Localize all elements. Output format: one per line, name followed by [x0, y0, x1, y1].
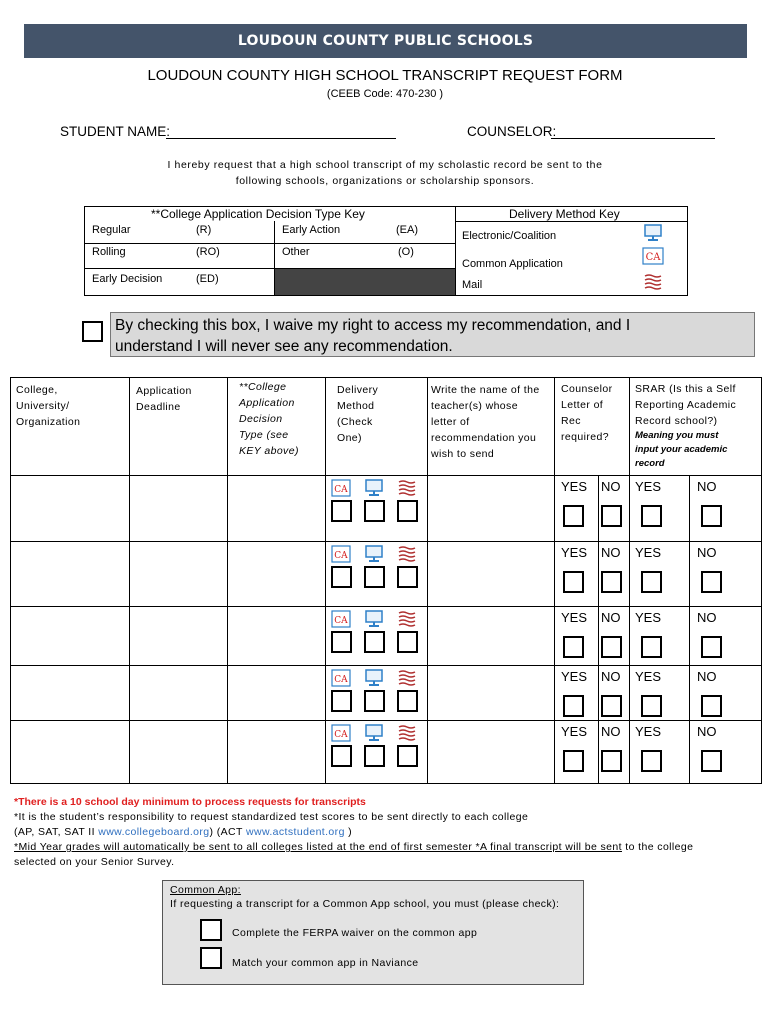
- srar-no-label: NO: [697, 669, 717, 684]
- request-line-1: I hereby request that a high school transcript of my scholastic record be sent to the: [167, 159, 603, 171]
- srar-yes-label: YES: [635, 479, 662, 494]
- decision-key-title: **College Application Decision Type Key: [151, 207, 365, 221]
- srar-yes-label: YES: [635, 610, 662, 625]
- naviance-checkbox[interactable]: [200, 947, 222, 969]
- school-banner: LOUDOUN COUNTY PUBLIC SCHOOLS: [24, 24, 747, 58]
- ca-label: CA: [334, 551, 348, 561]
- srar-yes-checkbox[interactable]: [641, 505, 662, 527]
- mid-year-note: *Mid Year grades will automatically be sent to all colleges listed at the end of first semester *A final transcript will be sent to the college: [14, 841, 694, 853]
- common-app-box: [162, 880, 584, 985]
- waiver-statement: [110, 312, 755, 357]
- delivery-mail-checkbox[interactable]: [397, 745, 418, 767]
- srar-yes-checkbox[interactable]: [641, 750, 662, 772]
- ceeb-code: (CEEB Code: 470-230 ): [326, 88, 444, 100]
- delivery-mail-checkbox[interactable]: [397, 500, 418, 522]
- col-srar-header: SRAR (Is this a Self Reporting Academic Record school?) Meaning you must input your academic record: [635, 383, 737, 469]
- delivery-common-app: Common Application: [462, 258, 563, 270]
- senior-survey-note: selected on your Senior Survey.: [14, 856, 175, 868]
- common-app-title: Common App:: [170, 884, 241, 896]
- notes-section: [14, 795, 759, 870]
- monitor-icon: [364, 724, 384, 742]
- mail-icon: [397, 545, 417, 563]
- counselor-yes-label: YES: [561, 724, 588, 739]
- delivery-mail-checkbox[interactable]: [397, 690, 418, 712]
- key-rolling: Rolling: [92, 246, 126, 258]
- waiver-checkbox[interactable]: [82, 321, 103, 342]
- counselor-yes-label: YES: [561, 610, 588, 625]
- delivery-ca-checkbox[interactable]: [331, 631, 352, 653]
- ca-label: CA: [334, 675, 348, 685]
- delivery-ca-checkbox[interactable]: [331, 690, 352, 712]
- ferpa-label: Complete the FERPA waiver on the common app: [232, 927, 478, 939]
- counselor-no-checkbox[interactable]: [601, 695, 622, 717]
- counselor-field[interactable]: [551, 124, 715, 139]
- processing-time-note: *There is a 10 school day minimum to process requests for transcripts: [14, 796, 366, 808]
- counselor-yes-checkbox[interactable]: [563, 571, 584, 593]
- mail-icon: [397, 724, 417, 742]
- srar-no-checkbox[interactable]: [701, 505, 722, 527]
- srar-yes-checkbox[interactable]: [641, 636, 662, 658]
- naviance-label: Match your common app in Naviance: [232, 957, 419, 969]
- ca-label: CA: [334, 485, 348, 495]
- waiver-line-2: understand I will never see any recommendation.: [115, 338, 453, 355]
- key-rolling-code: (RO): [196, 246, 220, 258]
- delivery-electronic-checkbox[interactable]: [364, 745, 385, 767]
- key-other-code: (O): [398, 246, 414, 258]
- delivery-electronic-checkbox[interactable]: [364, 566, 385, 588]
- srar-yes-checkbox[interactable]: [641, 695, 662, 717]
- student-name-field[interactable]: [166, 124, 396, 139]
- counselor-yes-label: YES: [561, 545, 588, 560]
- test-links-line: (AP, SAT, SAT II www.collegeboard.org) (ACT www.actstudent.org ): [14, 826, 353, 838]
- common-app-icon: [642, 247, 664, 265]
- srar-yes-label: YES: [635, 545, 662, 560]
- mail-icon: [397, 610, 417, 628]
- ca-label: CA: [645, 252, 661, 263]
- key-other: Other: [282, 246, 310, 258]
- counselor-no-checkbox[interactable]: [601, 505, 622, 527]
- srar-no-checkbox[interactable]: [701, 695, 722, 717]
- delivery-electronic: Electronic/Coalition: [462, 230, 557, 242]
- counselor-no-checkbox[interactable]: [601, 571, 622, 593]
- monitor-icon: [364, 610, 384, 628]
- waiver-line-1: By checking this box, I waive my right to access my recommendation, and I: [115, 317, 631, 334]
- common-app-icon: [331, 479, 351, 497]
- mail-icon: [397, 479, 417, 497]
- key-early-decision-code: (ED): [196, 273, 219, 285]
- counselor-yes-checkbox[interactable]: [563, 750, 584, 772]
- common-app-icon: [331, 724, 351, 742]
- key-early-action: Early Action: [282, 224, 341, 236]
- delivery-ca-checkbox[interactable]: [331, 745, 352, 767]
- ferpa-checkbox[interactable]: [200, 919, 222, 941]
- monitor-icon: [364, 479, 384, 497]
- counselor-no-label: NO: [601, 724, 621, 739]
- counselor-no-label: NO: [601, 479, 621, 494]
- key-early-decision: Early Decision: [92, 273, 163, 285]
- srar-no-checkbox[interactable]: [701, 636, 722, 658]
- delivery-electronic-checkbox[interactable]: [364, 500, 385, 522]
- monitor-icon: [364, 545, 384, 563]
- form-title: LOUDOUN COUNTY HIGH SCHOOL TRANSCRIPT REQUEST FORM: [147, 67, 623, 84]
- counselor-no-label: NO: [601, 545, 621, 560]
- ca-label: CA: [334, 616, 348, 626]
- srar-no-label: NO: [697, 724, 717, 739]
- monitor-icon: [364, 669, 384, 687]
- counselor-yes-checkbox[interactable]: [563, 505, 584, 527]
- delivery-mail-checkbox[interactable]: [397, 566, 418, 588]
- delivery-mail: Mail: [462, 279, 483, 291]
- request-statement: [120, 157, 650, 189]
- mail-icon: [643, 273, 663, 291]
- ca-label: CA: [334, 730, 348, 740]
- srar-no-checkbox[interactable]: [701, 571, 722, 593]
- counselor-yes-label: YES: [561, 669, 588, 684]
- shaded-cell: [275, 269, 455, 295]
- actstudent-link[interactable]: www.actstudent.org: [245, 826, 345, 838]
- col-teacher-header: Write the name of the teacher(s) whose letter of recommendation you wish to send: [431, 384, 540, 460]
- mail-icon: [397, 669, 417, 687]
- counselor-yes-checkbox[interactable]: [563, 695, 584, 717]
- delivery-electronic-checkbox[interactable]: [364, 690, 385, 712]
- counselor-no-checkbox[interactable]: [601, 750, 622, 772]
- counselor-yes-label: YES: [561, 479, 588, 494]
- delivery-mail-checkbox[interactable]: [397, 631, 418, 653]
- common-app-icon: [331, 610, 351, 628]
- delivery-key-title: Delivery Method Key: [509, 207, 620, 221]
- key-regular-code: (R): [196, 224, 212, 236]
- test-scores-note: *It is the student’s responsibility to request standardized test scores to be sent directly to each college: [14, 811, 529, 823]
- counselor-no-label: NO: [601, 610, 621, 625]
- request-line-2: following schools, organizations or scholarship sponsors.: [235, 175, 535, 187]
- college-table: [10, 377, 762, 784]
- delivery-electronic-checkbox[interactable]: [364, 631, 385, 653]
- student-name-label: STUDENT NAME:: [60, 124, 171, 139]
- delivery-ca-checkbox[interactable]: [331, 500, 352, 522]
- col-deadline-header: Application Deadline: [136, 385, 192, 413]
- srar-no-label: NO: [697, 545, 717, 560]
- srar-no-label: NO: [697, 610, 717, 625]
- srar-yes-label: YES: [635, 669, 662, 684]
- key-table: [84, 206, 688, 296]
- srar-no-checkbox[interactable]: [701, 750, 722, 772]
- col-college-header: College, University/ Organization: [16, 384, 81, 428]
- common-app-icon: [331, 669, 351, 687]
- srar-yes-label: YES: [635, 724, 662, 739]
- col-decision-header: **College Application Decision Type (see KEY above): [239, 381, 299, 457]
- srar-no-label: NO: [697, 479, 717, 494]
- key-early-action-code: (EA): [396, 224, 418, 236]
- collegeboard-link[interactable]: www.collegeboard.org: [98, 826, 210, 838]
- key-regular: Regular: [92, 224, 131, 236]
- delivery-ca-checkbox[interactable]: [331, 566, 352, 588]
- col-counselor-header: Counselor Letter of Rec required?: [561, 383, 613, 443]
- col-delivery-header: Delivery Method (Check One): [337, 384, 379, 444]
- common-app-icon: [331, 545, 351, 563]
- monitor-icon: [643, 224, 663, 242]
- counselor-no-checkbox[interactable]: [601, 636, 622, 658]
- srar-note: Meaning you must input your academic record: [635, 430, 728, 469]
- counselor-label: COUNSELOR:: [467, 124, 557, 139]
- counselor-yes-checkbox[interactable]: [563, 636, 584, 658]
- srar-yes-checkbox[interactable]: [641, 571, 662, 593]
- common-app-intro: If requesting a transcript for a Common App school, you must (please check):: [170, 898, 560, 910]
- counselor-no-label: NO: [601, 669, 621, 684]
